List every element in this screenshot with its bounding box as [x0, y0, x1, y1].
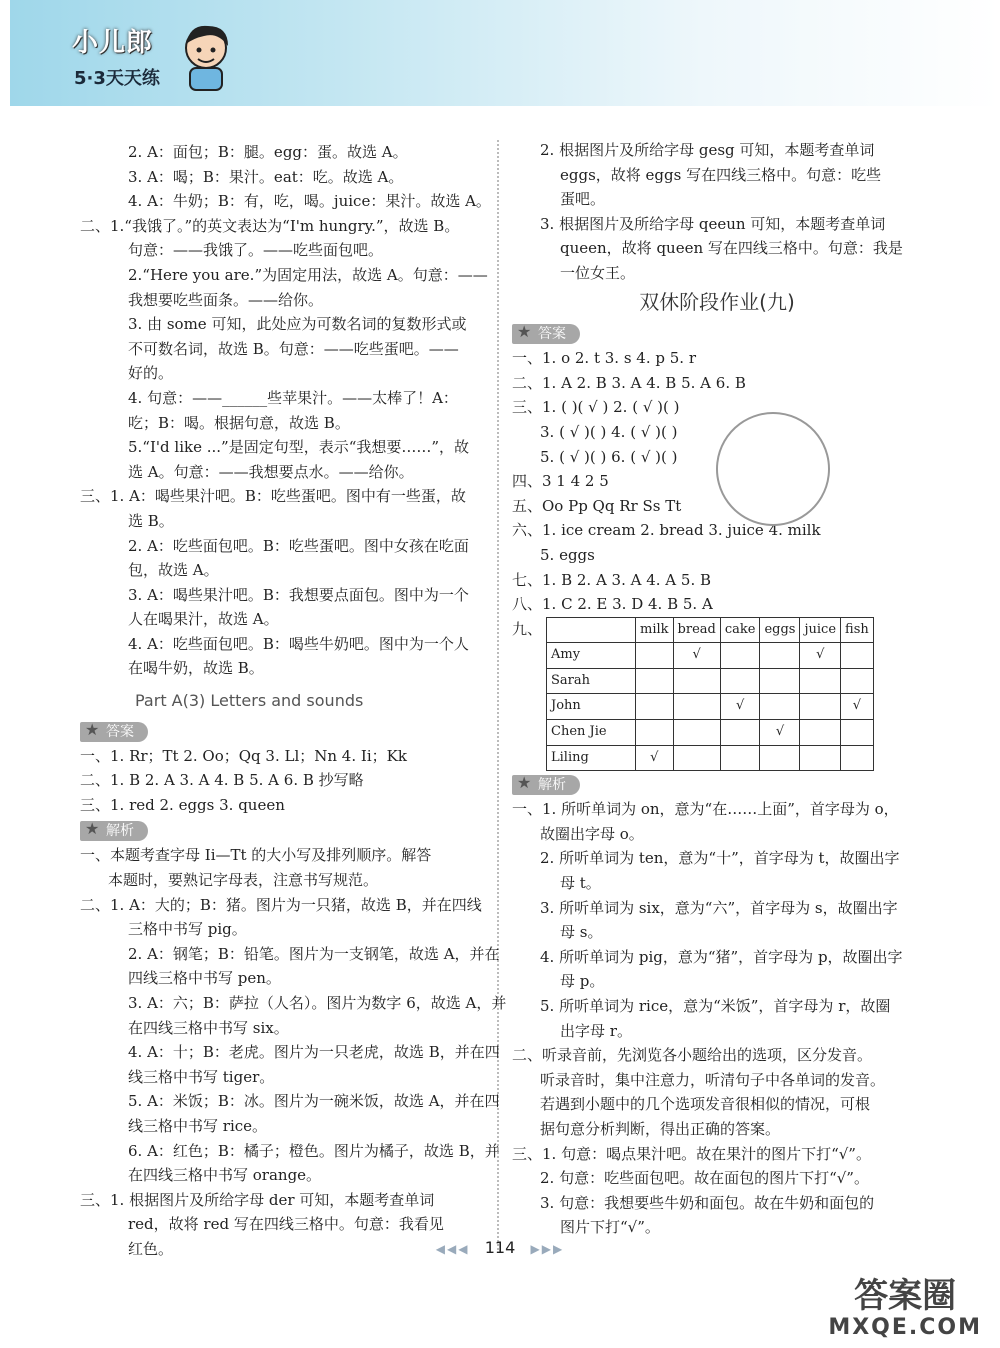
table-cell: √: [800, 643, 841, 669]
analysis-line: 四线三格中书写 pen。: [128, 969, 281, 988]
table-cell: [760, 694, 800, 720]
text-line: 三、1. A：喝些果汁吧。B：吃些蛋吧。图中有一些蛋，故: [80, 487, 466, 506]
text-line: eggs，故将 eggs 写在四线三格中。句意：吃些: [560, 165, 882, 184]
text-line: 人在喝果汁，故选 A。: [128, 610, 279, 629]
analysis-line: 在四线三格中书写 orange。: [128, 1166, 322, 1185]
table-cell: [760, 668, 800, 694]
text-line: 好的。: [128, 364, 174, 383]
table-row: [547, 745, 874, 771]
text-line: 5.“I'd like ...”是固定句型，表示“我想要……”，故: [128, 438, 470, 457]
table-prefix: 九、: [512, 619, 543, 638]
analysis-line: 3. A：六；B：萨拉（人名）。图片为数字 6，故选 A，并: [128, 994, 507, 1012]
analysis-tag: ★ 解析: [80, 821, 148, 841]
analysis-line: red，故将 red 写在四线三格中。句意：我看见: [128, 1215, 444, 1234]
answer-line: 七、1. B 2. A 3. A 4. A 5. B: [512, 570, 712, 589]
analysis-line: 2. 句意：吃些面包吧。故在面包的图片下打“√”。: [540, 1169, 869, 1188]
analysis-line: 4. 所听单词为 pig，意为“猪”，首字母为 p，故圈出字: [540, 947, 903, 966]
analysis-line: 母 t。: [560, 874, 601, 893]
mascot-icon: [178, 22, 234, 92]
analysis-line: 红色。: [128, 1239, 174, 1258]
answer-line: 一、1. Rr；Tt 2. Oo；Qq 3. Ll；Nn 4. Ii；Kk: [80, 746, 407, 765]
text-line: 3. A：喝；B：果汁。eat：吃。故选 A。: [128, 167, 404, 186]
analysis-line: 听录音时，集中注意力，听清句子中各单词的发音。: [540, 1070, 886, 1089]
analysis-line: 一、1. 所听单词为 on，意为“在……上面”，首字母为 o，: [512, 800, 899, 819]
page-number-text: 114: [484, 1238, 516, 1257]
table-name-cell: John: [547, 694, 636, 720]
text-line: 我想要吃些面条。——给你。: [128, 290, 324, 309]
text-line: 选 B。: [128, 511, 174, 530]
table-cell: [636, 694, 674, 720]
table-header-row: [547, 617, 874, 643]
answer-line: 五、Oo Pp Qq Rr Ss Tt: [512, 496, 682, 515]
right-top-block: [512, 138, 922, 286]
text-line: 2. A：吃些面包吧。B：吃些蛋吧。图中女孩在吃面: [128, 536, 469, 555]
answer-line: 三、1. ( )( √ ) 2. ( √ )( ): [512, 398, 680, 417]
answer-line: 二、1. B 2. A 3. A 4. B 5. A 6. B 抄写略: [80, 771, 364, 790]
answer-line: 3. ( √ )( ) 4. ( √ )( ): [540, 422, 678, 441]
brand-name: 答案圈: [854, 1276, 957, 1316]
table-cell: [841, 668, 874, 694]
table-header-cell: milk: [636, 617, 674, 643]
analysis-line: 图片下打“√”。: [560, 1218, 660, 1237]
table-name-cell: Amy: [547, 643, 636, 669]
analysis-line: 2. A：钢笔；B：铅笔。图片为一支钢笔，故选 A，并在: [128, 944, 500, 963]
table-cell: [800, 668, 841, 694]
table-cell: [841, 745, 874, 771]
section-title: 双休阶段作业(九): [639, 289, 795, 314]
table-row: [547, 720, 874, 746]
page-header: [10, 0, 1000, 106]
table-cell: [720, 720, 760, 746]
text-line: 句意：——我饿了。——吃些面包吧。: [128, 241, 384, 260]
table-name-cell: Sarah: [547, 668, 636, 694]
analysis-line: 5. 所听单词为 rice，意为“米饭”，首字母为 r，故圈: [540, 997, 891, 1015]
text-line: 吃；B：喝。根据句意，故选 B。: [128, 413, 350, 432]
table-cell: [760, 643, 800, 669]
answer-line: 5. ( √ )( ) 6. ( √ )( ): [540, 447, 678, 466]
table-cell: [760, 745, 800, 771]
column-divider: [497, 140, 499, 1250]
next-arrows-icon: ▶▶▶: [530, 1242, 565, 1256]
analysis-line: 2. 所听单词为 ten，意为“十”，首字母为 t，故圈出字: [540, 849, 900, 868]
answer-line: 5. eggs: [540, 545, 595, 564]
brand-url: MXQE.COM: [828, 1315, 982, 1340]
analysis-line: 出字母 r。: [560, 1021, 632, 1040]
analysis-line: 三格中书写 pig。: [128, 920, 247, 939]
table-cell: [636, 643, 674, 669]
text-line: 蛋吧。: [560, 190, 606, 209]
text-line: 2.“Here you are.”为固定用法，故选 A。句意：——: [128, 265, 488, 284]
analysis-line: 三、1. 句意：喝点果汁吧。故在果汁的图片下打“√”。: [512, 1144, 871, 1163]
text-line: 在喝牛奶，故选 B。: [128, 659, 264, 678]
right-column: [512, 138, 922, 1240]
table-cell: √: [636, 745, 674, 771]
analysis-line: 4. A：十；B：老虎。图片为一只老虎，故选 B，并在四: [128, 1043, 500, 1062]
text-line: 一位女王。: [560, 263, 636, 282]
table-header-cell: bread: [673, 617, 720, 643]
table-cell: [841, 643, 874, 669]
answer-tag-right: ★ 答案: [512, 324, 580, 344]
table-header-cell: fish: [841, 617, 874, 643]
table-cell: [673, 694, 720, 720]
table-cell: [673, 720, 720, 746]
table-row: [547, 668, 874, 694]
answer-line: 六、1. ice cream 2. bread 3. juice 4. milk: [512, 521, 821, 540]
part-title: Part A(3) Letters and sounds: [135, 691, 364, 711]
analysis-line: 三、1. 根据图片及所给字母 der 可知，本题考查单词: [80, 1190, 435, 1209]
table-header-cell: [547, 617, 636, 643]
table-cell: √: [720, 694, 760, 720]
right-analysis-block: [512, 797, 922, 1240]
table-name-cell: Liling: [547, 745, 636, 771]
answer-line: 一、1. o 2. t 3. s 4. p 5. r: [512, 349, 696, 368]
prev-arrows-icon: ◀◀◀: [435, 1242, 470, 1256]
analysis-line: 母 p。: [560, 972, 605, 991]
table-name-cell: Chen Jie: [547, 720, 636, 746]
table-question: [512, 617, 922, 772]
table-cell: [673, 745, 720, 771]
left-answers-block: [80, 744, 490, 818]
analysis-line: 5. A：米饭；B：冰。图片为一碗米饭，故选 A，并在四: [128, 1092, 500, 1111]
analysis-line: 若遇到小题中的几个选项发音很相似的情况，可根: [540, 1095, 871, 1114]
analysis-line: 一、本题考查字母 Ii—Tt 的大小写及排列顺序。解答: [80, 846, 432, 865]
table-cell: √: [673, 643, 720, 669]
analysis-line: 在四线三格中书写 six。: [128, 1018, 289, 1037]
analysis-line: 6. A：红色；B：橘子；橙色。图片为橘子，故选 B，并: [128, 1141, 500, 1160]
logo-title: 小儿郎: [72, 28, 154, 58]
table-cell: [800, 745, 841, 771]
answer-tag: ★ 答案: [80, 722, 148, 742]
text-line: 3. A：喝些果汁吧。B：我想要点面包。图中为一个: [128, 585, 469, 604]
text-line: 不可数名词，故选 B。句意：——吃些蛋吧。——: [128, 339, 459, 358]
table-cell: √: [760, 720, 800, 746]
analysis-line: 故圈出字母 o。: [540, 824, 644, 843]
text-line: 选 A。句意：——我想要点水。——给你。: [128, 462, 414, 481]
brand-logo: [828, 1277, 982, 1340]
table-cell: [800, 694, 841, 720]
answer-line: 四、3 1 4 2 5: [512, 472, 609, 491]
analysis-line: 本题时，要熟记字母表，注意书写规范。: [108, 871, 379, 890]
answer-line: 二、1. A 2. B 3. A 4. B 5. A 6. B: [512, 373, 746, 392]
text-line: 3. 由 some 可知，此处应为可数名词的复数形式或: [128, 315, 467, 334]
table-cell: [720, 668, 760, 694]
answer-line: 八、1. C 2. E 3. D 4. B 5. A: [512, 595, 713, 614]
text-line: 二、1.“我饿了。”的英文表达为“I'm hungry.”，故选 B。: [80, 216, 460, 235]
analysis-line: 据句意分析判断，得出正确的答案。: [540, 1119, 781, 1138]
text-line: 4. A：牛奶；B：有，吃，喝。juice：果汁。故选 A。: [128, 192, 491, 211]
text-line: queen，故将 queen 写在四线三格中。句意：我是: [560, 239, 903, 258]
table-cell: [841, 720, 874, 746]
table-row: [547, 694, 874, 720]
text-line: 包，故选 A。: [128, 561, 219, 580]
table-header-cell: eggs: [760, 617, 800, 643]
table-row: [547, 643, 874, 669]
text-line: 2. A：面包；B：腿。egg：蛋。故选 A。: [128, 143, 408, 161]
analysis-line: 二、1. A：大的；B：猪。图片为一只猪，故选 B，并在四线: [80, 895, 482, 914]
answer-line: 三、1. red 2. eggs 3. queen: [80, 795, 285, 814]
logo-subtitle: 5·3天天练: [74, 68, 160, 89]
left-text-block: [80, 140, 490, 681]
table-cell: [720, 643, 760, 669]
table-header-cell: cake: [720, 617, 760, 643]
analysis-line: 线三格中书写 tiger。: [128, 1067, 275, 1086]
table-cell: [636, 668, 674, 694]
table-cell: [673, 668, 720, 694]
table-header-cell: juice: [800, 617, 841, 643]
analysis-line: 母 s。: [560, 923, 603, 942]
table-cell: [800, 720, 841, 746]
text-line: 3. 根据图片及所给字母 qeeun 可知，本题考查单词: [540, 214, 886, 233]
analysis-tag-right: ★ 解析: [512, 775, 580, 795]
text-line: 4. A：吃些面包吧。B：喝些牛奶吧。图中为一个人: [128, 634, 469, 653]
analysis-line: 3. 句意：我想要些牛奶和面包。故在牛奶和面包的: [540, 1193, 875, 1212]
page-number: [0, 1238, 1000, 1257]
analysis-line: 3. 所听单词为 six，意为“六”，首字母为 s，故圈出字: [540, 898, 898, 917]
text-line: 2. 根据图片及所给字母 gesg 可知，本题考查单词: [540, 141, 875, 159]
answer-table: [546, 617, 874, 772]
table-cell: √: [841, 694, 874, 720]
table-cell: [636, 720, 674, 746]
table-cell: [720, 745, 760, 771]
analysis-line: 二、听录音前，先浏览各小题给出的选项，区分发音。: [512, 1046, 873, 1065]
text-line: 4. 句意：——______些苹果汁。——太棒了！A：: [128, 388, 458, 407]
analysis-line: 线三格中书写 rice。: [128, 1116, 268, 1135]
